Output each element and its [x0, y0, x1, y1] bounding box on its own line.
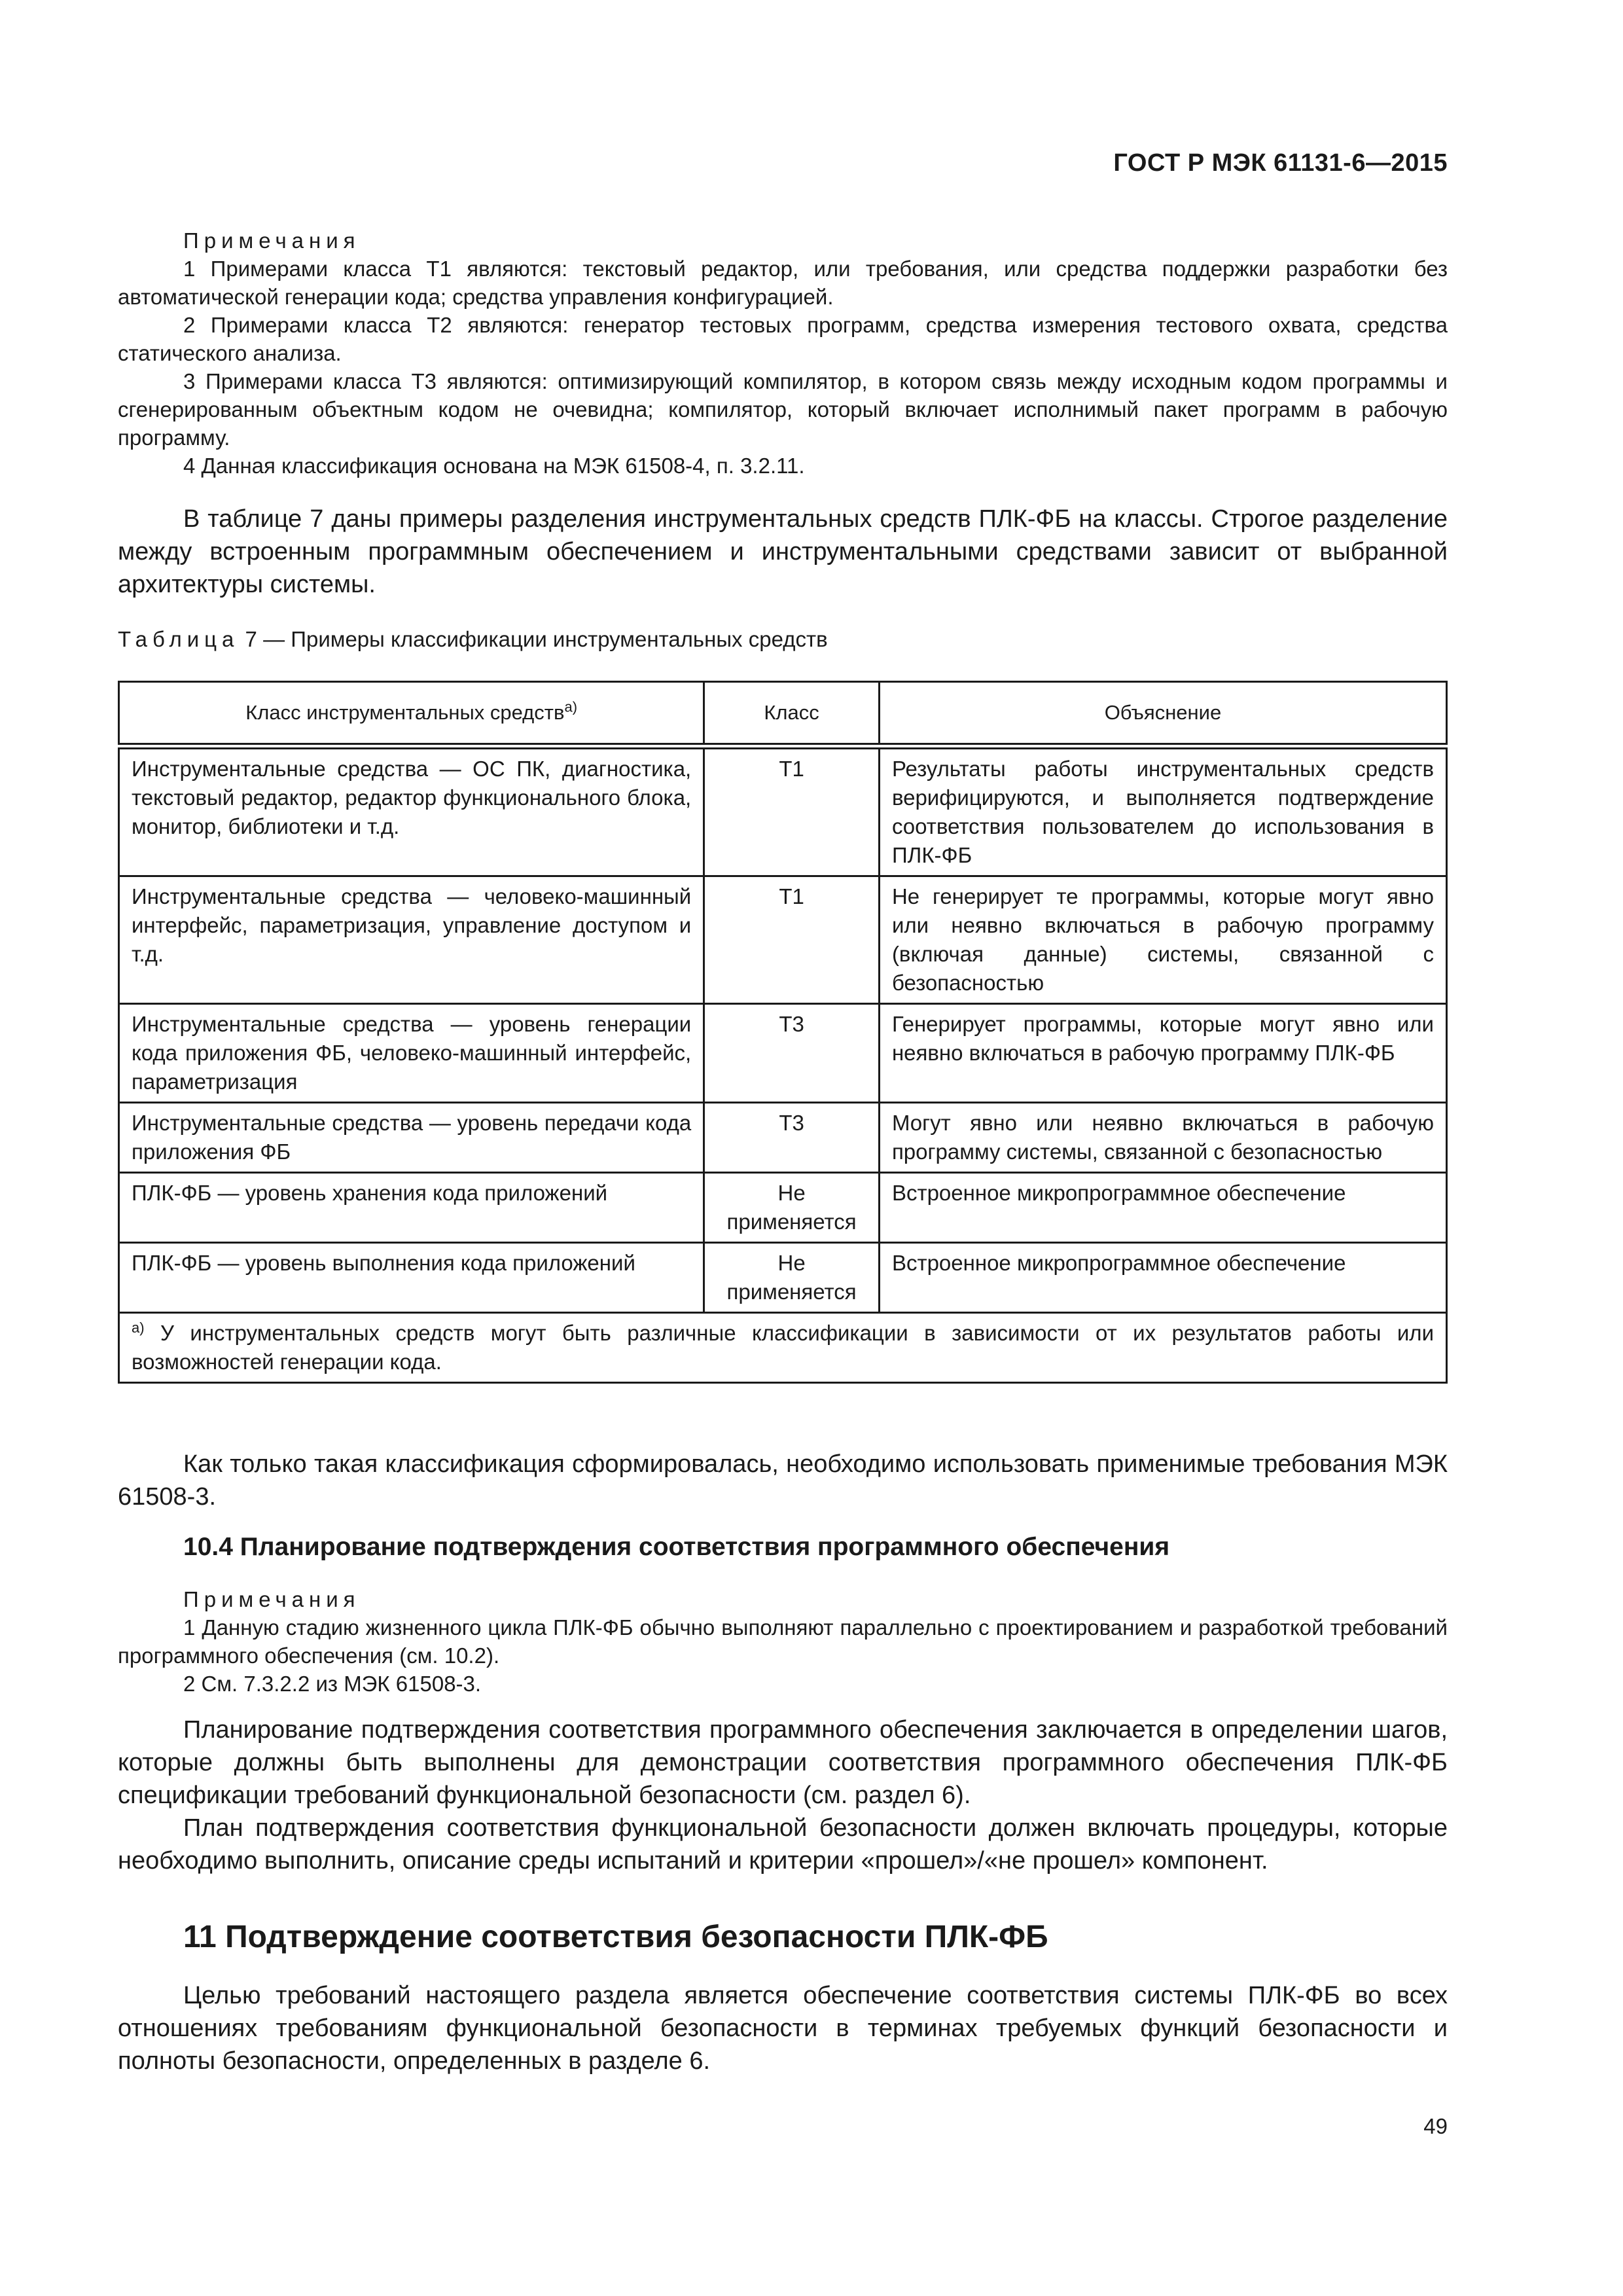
page-number: 49	[1423, 2114, 1448, 2138]
note-item: 1 Данную стадию жизненного цикла ПЛК-ФБ обычно выполняют параллельно с проектированием и разработкой требований программного обеспечения (см. 10.2).	[118, 1615, 1448, 1668]
cell-explanation: Генерирует программы, которые могут явно или неявно включаться в рабочую программу ПЛК-ФБ	[879, 1004, 1446, 1103]
note-item: 1 Примерами класса Т1 являются: текстовый редактор, или требования, или средства поддержки разработки без автоматической генерации кода; средства управления конфигурацией.	[118, 257, 1448, 309]
cell-explanation: Не генерирует те программы, которые могут явно или неявно включаться в рабочую программу (включая данные) системы, связанной с безопасностью	[879, 876, 1446, 1004]
note-item: 2 Примерами класса Т2 являются: генератор тестовых программ, средства измерения тестового охвата, средства статического анализа.	[118, 313, 1448, 365]
after-table-paragraph: Как только такая классификация сформировалась, необходимо использовать применимые требования МЭК 61508-3.	[118, 1450, 1448, 1511]
document-header: ГОСТ Р МЭК 61131-6—2015	[1113, 149, 1448, 177]
table-footnote-row	[119, 1313, 1447, 1383]
notes-block	[118, 226, 1448, 480]
cell-class: Т1	[704, 746, 880, 876]
table-footnote	[119, 1313, 1447, 1383]
footnote-text: У инструментальных средств могут быть различные классификации в зависимости от их результатов работы или возможностей генерации кода.	[132, 1321, 1434, 1374]
cell-class: Т3	[704, 1004, 880, 1103]
body-paragraph: Планирование подтверждения соответствия программного обеспечения заключается в определении шагов, которые должны быть выполнены для демонстрации соответствия программного обеспечения ПЛК-ФБ спецификации требований функциональной безопасности (см. раздел 6).	[118, 1716, 1448, 1809]
section-10-4-heading: 10.4 Планирование подтверждения соответствия программного обеспечения	[183, 1533, 1170, 1561]
table-caption-text: 7 — Примеры классификации инструментальных средств	[239, 627, 828, 651]
cell-class: Не применяется	[704, 1243, 880, 1313]
table-row	[119, 746, 1447, 876]
cell-tool: Инструментальные средства — человеко-машинный интерфейс, параметризация, управление доступом и т.д.	[119, 876, 704, 1004]
section-11-heading: 11 Подтверждение соответствия безопасности ПЛК-ФБ	[183, 1920, 1048, 1954]
cell-class: Не применяется	[704, 1173, 880, 1243]
table-row	[119, 1004, 1447, 1103]
header-explanation: Объяснение	[879, 682, 1446, 747]
cell-explanation: Результаты работы инструментальных средств верифицируются, и выполняется подтверждение соответствия пользователем до использования в ПЛК-ФБ	[879, 746, 1446, 876]
header-class: Класс	[704, 682, 880, 747]
note-item: 2 См. 7.3.2.2 из МЭК 61508-3.	[183, 1672, 482, 1696]
intro-paragraph: В таблице 7 даны примеры разделения инструментальных средств ПЛК-ФБ на классы. Строгое разделение между встроенным программным обеспечением и инструментальными средствами зависит от выбранной архитектуры системы.	[118, 505, 1448, 598]
cell-tool: Инструментальные средства — ОС ПК, диагностика, текстовый редактор, редактор функционального блока, монитор, библиотеки и т.д.	[119, 746, 704, 876]
note-item: 4 Данная классификация основана на МЭК 61508-4, п. 3.2.11.	[183, 454, 805, 478]
cell-tool: ПЛК-ФБ — уровень хранения кода приложений	[119, 1173, 704, 1243]
table-row	[119, 1103, 1447, 1173]
header-tool-class: Класс инструментальных средств$^{а)}$	[119, 682, 704, 747]
cell-class: Т1	[704, 876, 880, 1004]
table-row	[119, 1173, 1447, 1243]
header-footnote-mark: а)	[564, 698, 578, 715]
cell-tool: Инструментальные средства — уровень передачи кода приложения ФБ	[119, 1103, 704, 1173]
cell-explanation: Встроенное микропрограммное обеспечение	[879, 1173, 1446, 1243]
notes-block-10-4	[118, 1585, 1448, 1698]
footnote-mark: а)	[132, 1319, 145, 1336]
cell-explanation: Встроенное микропрограммное обеспечение	[879, 1243, 1446, 1313]
table-header-row	[119, 682, 1447, 747]
document-page	[118, 0, 1448, 2296]
classification-table	[118, 681, 1448, 1384]
body-paragraph: План подтверждения соответствия функциональной безопасности должен включать процедуры, которые необходимо выполнить, описание среды испытаний и критерии «прошел»/«не прошел» компонент.	[118, 1814, 1448, 1874]
table-caption-label: Таблица	[118, 627, 240, 651]
notes-title: Примечания	[183, 228, 361, 253]
table-row	[119, 1243, 1447, 1313]
cell-tool: ПЛК-ФБ — уровень выполнения кода приложений	[119, 1243, 704, 1313]
table-row	[119, 876, 1447, 1004]
table-caption	[118, 627, 828, 652]
note-item: 3 Примерами класса Т3 являются: оптимизирующий компилятор, в котором связь между исходным кодом программы и сгенерированным объектным кодом не очевидна; компилятор, который включает исполнимый пакет программ в рабочую программу.	[118, 369, 1448, 450]
cell-explanation: Могут явно или неявно включаться в рабочую программу системы, связанной с безопасностью	[879, 1103, 1446, 1173]
cell-tool: Инструментальные средства — уровень генерации кода приложения ФБ, человеко-машинный интерфейс, параметризация	[119, 1004, 704, 1103]
section-10-4-body	[118, 1713, 1448, 1877]
cell-class: Т3	[704, 1103, 880, 1173]
section-11-paragraph: Целью требований настоящего раздела является обеспечение соответствия системы ПЛК-ФБ во всех отношениях требованиям функциональной безопасности в терминах требуемых функций безопасности и полноты безопасности, определенных в разделе 6.	[118, 1982, 1448, 2075]
notes-title: Примечания	[183, 1587, 361, 1611]
